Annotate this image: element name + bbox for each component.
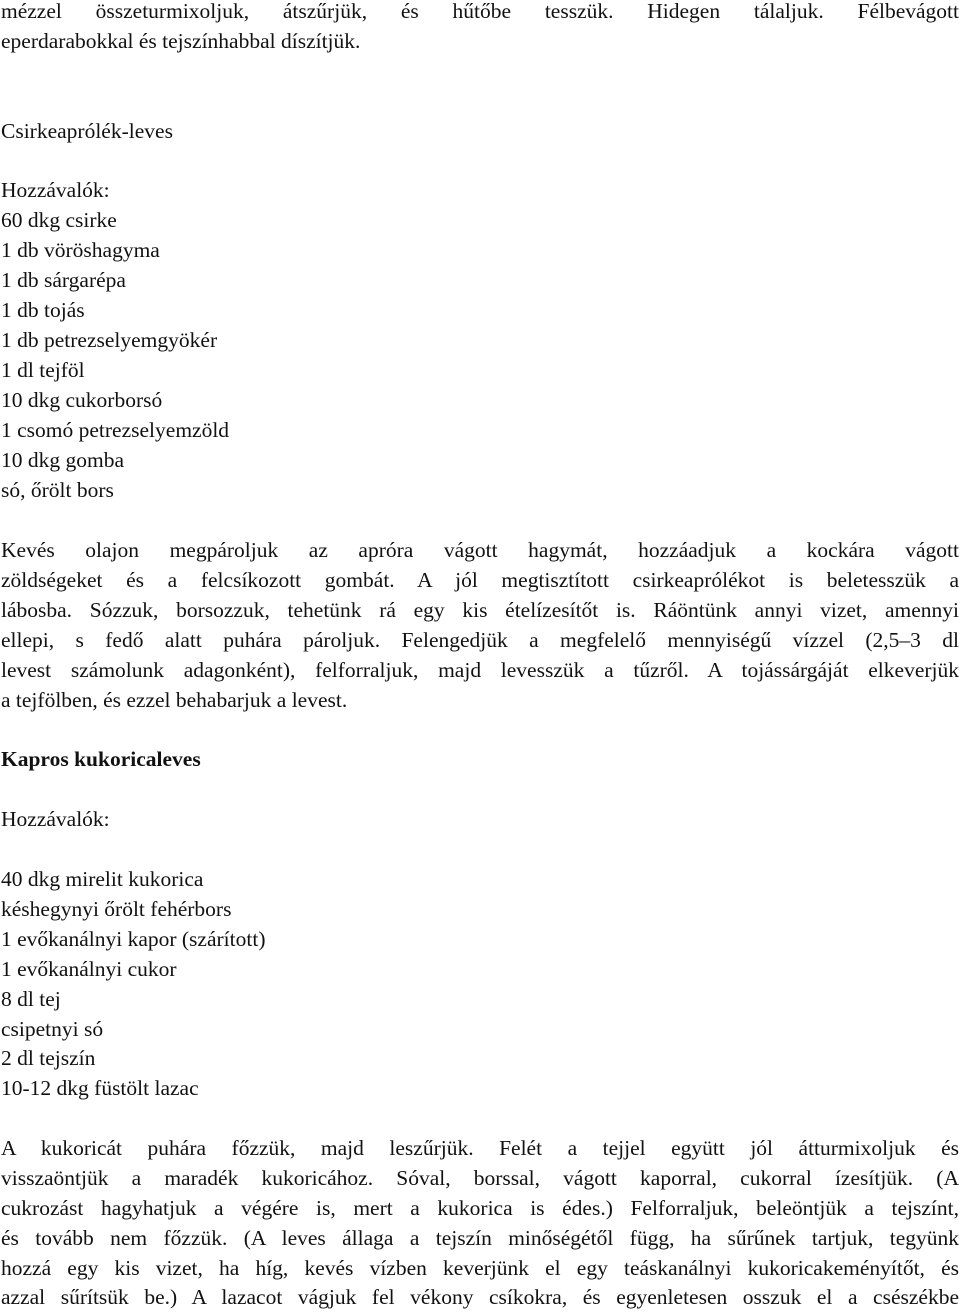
intro-line: eperdarabokkal és tejszínhabbal díszítjük.	[1, 29, 361, 53]
method-line: lábosba. Sózzuk, borsozzuk, tehetünk rá egy kis ételízesítőt is. Ráöntünk annyi vizet, amennyi	[1, 598, 959, 622]
intro-line: mézzel összeturmixoljuk, átszűrjük, és hűtőbe tesszük. Hidegen tálaljuk. Félbevágott	[1, 0, 959, 23]
method-line: ellepi, s fedő alatt puhára pároljuk. Felengedjük a megfelelő mennyiségű vízzel (2,5–3 dl	[1, 628, 959, 652]
recipe-title: Csirkeaprólék-leves	[1, 119, 173, 143]
method-line: a tejfölben, és ezzel behabarjuk a levest.	[1, 688, 348, 712]
ingredients-label: Hozzávalók:	[1, 807, 110, 831]
ingredient-item: 1 db petrezselyemgyökér	[1, 328, 218, 352]
ingredient-item: 40 dkg mirelit kukorica	[1, 867, 204, 891]
ingredient-item: 1 dl tejföl	[1, 358, 85, 382]
method-line: A kukoricát puhára főzzük, majd leszűrjük. Felét a tejjel együtt jól átturmixoljuk és	[1, 1136, 959, 1160]
ingredient-item: 1 evőkanálnyi cukor	[1, 957, 177, 981]
ingredient-item: 60 dkg csirke	[1, 208, 117, 232]
ingredient-item: só, őrölt bors	[1, 478, 114, 502]
ingredient-item: 10-12 dkg füstölt lazac	[1, 1076, 199, 1100]
method-line: azzal sűrítsük be.) A lazacot vágjuk fel vékony csíkokra, és egyenletesen osszuk el a csészékbe	[1, 1285, 959, 1309]
recipe-title: Kapros kukoricaleves	[1, 747, 201, 771]
ingredients-label: Hozzávalók:	[1, 178, 110, 202]
ingredient-item: csipetnyi só	[1, 1017, 104, 1041]
ingredient-item: 2 dl tejszín	[1, 1046, 96, 1070]
ingredient-item: 8 dl tej	[1, 987, 61, 1011]
ingredient-item: 1 db tojás	[1, 298, 85, 322]
method-line: Kevés olajon megpároljuk az apróra vágott hagymát, hozzáadjuk a kockára vágott	[1, 538, 959, 562]
ingredient-item: 10 dkg cukorborsó	[1, 388, 163, 412]
method-line: hozzá egy kis vizet, ha híg, kevés vízben keverjünk el egy teáskanálnyi kukoricakeményítőt, és	[1, 1256, 959, 1280]
method-line: cukrozást hagyhatjuk a végére is, mert a kukorica is édes.) Felforraljuk, beleöntjük a tejszínt,	[1, 1196, 959, 1220]
ingredient-item: 1 db vöröshagyma	[1, 238, 160, 262]
ingredient-item: 1 db sárgarépa	[1, 268, 126, 292]
ingredient-item: 1 evőkanálnyi kapor (szárított)	[1, 927, 266, 951]
method-line: és tovább nem főzzük. (A leves állaga a tejszín minőségétől függ, ha sűrűnek tartjuk, tegyünk	[1, 1226, 959, 1250]
method-line: levest számolunk adagonként), felforraljuk, majd levesszük a tűzről. A tojássárgáját elkeverjük	[1, 658, 959, 682]
method-line: zöldségeket és a felcsíkozott gombát. A jól megtisztított csirkeaprólékot is beletesszük a	[1, 568, 959, 592]
ingredient-item: 10 dkg gomba	[1, 448, 125, 472]
ingredient-item: 1 csomó petrezselyemzöld	[1, 418, 230, 442]
ingredient-item: késhegynyi őrölt fehérbors	[1, 897, 232, 921]
method-line: visszaöntjük a maradék kukoricához. Sóval, borssal, vágott kaporral, cukorral ízesítjük. (A	[1, 1166, 959, 1190]
